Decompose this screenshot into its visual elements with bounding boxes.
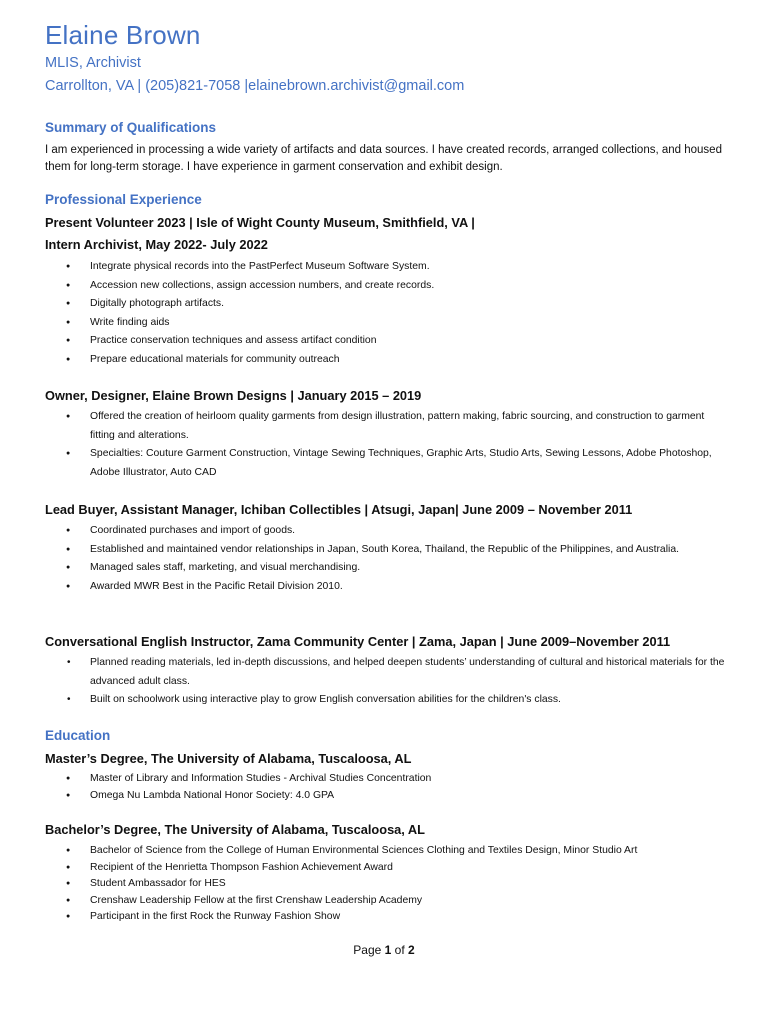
list-item: ● Student Ambassador for HES xyxy=(45,876,725,893)
job-title-secondary: Intern Archivist, May 2022- July 2022 xyxy=(45,237,268,252)
degree-bullets xyxy=(45,771,725,804)
candidate-name: Elaine Brown xyxy=(45,20,201,50)
page-label: Page xyxy=(353,943,385,957)
list-item: ● Write finding aids xyxy=(45,314,725,333)
summary-text: I am experienced in processing a wide variety of artifacts and data sources. I have created records, arranged collections, and housed them for long-term storage. I have experience in garment conservation and exhibit design. xyxy=(45,144,722,173)
page-number xyxy=(0,943,768,957)
degree-title: Bachelor’s Degree, The University of Alabama, Tuscaloosa, AL xyxy=(45,822,425,837)
job-bullets xyxy=(45,522,725,596)
list-item: ● Managed sales staff, marketing, and visual merchandising. xyxy=(45,559,725,578)
job-bullets xyxy=(45,258,725,370)
candidate-title: MLIS, Archivist xyxy=(45,55,141,71)
degree-title: Master’s Degree, The University of Alabama, Tuscaloosa, AL xyxy=(45,751,412,766)
list-item: ● Participant in the first Rock the Runway Fashion Show xyxy=(45,909,725,926)
job-title: Present Volunteer 2023 | Isle of Wight County Museum, Smithfield, VA | xyxy=(45,215,475,230)
list-item: ● Bachelor of Science from the College of Human Environmental Sciences Clothing and Textiles Design, Minor Studio Art xyxy=(45,843,725,860)
list-item: ● Master of Library and Information Studies - Archival Studies Concentration xyxy=(45,771,725,788)
education-heading: Education xyxy=(45,728,111,743)
list-item: ● Awarded MWR Best in the Pacific Retail Division 2010. xyxy=(45,578,725,597)
list-item: ● Integrate physical records into the PastPerfect Museum Software System. xyxy=(45,258,725,277)
list-item: ● Crenshaw Leadership Fellow at the first Crenshaw Leadership Academy xyxy=(45,893,725,910)
list-item: ● Established and maintained vendor relationships in Japan, South Korea, Thailand, the Republic of the Philippines, and Australia. xyxy=(45,541,725,560)
job-bullets xyxy=(45,654,725,710)
job-title: Owner, Designer, Elaine Brown Designs | January 2015 – 2019 xyxy=(45,388,422,403)
list-item: ● Omega Nu Lambda National Honor Society: 4.0 GPA xyxy=(45,788,725,805)
list-item: ● Coordinated purchases and import of goods. xyxy=(45,522,725,541)
list-item: ● Accession new collections, assign accession numbers, and create records. xyxy=(45,277,725,296)
degree-bullets xyxy=(45,843,725,926)
list-item: • Planned reading materials, led in-depth discussions, and helped deepen students’ understanding of cultural and historical materials for the advanced adult class. xyxy=(45,654,725,691)
list-item: ● Practice conservation techniques and assess artifact condition xyxy=(45,332,725,351)
list-item: ● Prepare educational materials for community outreach xyxy=(45,351,725,370)
list-item: ● Digitally photograph artifacts. xyxy=(45,295,725,314)
page-separator: of xyxy=(391,943,409,957)
list-item: ● Offered the creation of heirloom quality garments from design illustration, pattern making, fabric sourcing, and construction to garment fitting and alterations. xyxy=(45,408,725,445)
job-bullets xyxy=(45,408,725,482)
current-page: 1 xyxy=(384,943,392,957)
experience-heading: Professional Experience xyxy=(45,192,202,207)
total-pages: 2 xyxy=(408,943,415,957)
job-title: Lead Buyer, Assistant Manager, Ichiban Collectibles | Atsugi, Japan| June 2009 – November 2011 xyxy=(45,502,633,517)
job-title: Conversational English Instructor, Zama Community Center | Zama, Japan | June 2009–November 2011 xyxy=(45,634,671,649)
summary-heading: Summary of Qualifications xyxy=(45,120,217,135)
list-item: ● Specialties: Couture Garment Construction, Vintage Sewing Techniques, Graphic Arts, Studio Arts, Sewing Lessons, Adobe Photoshop, Adobe Illustrator, Auto CAD xyxy=(45,445,725,482)
contact-line: Carrollton, VA | (205)821-7058 |elainebrown.archivist@gmail.com xyxy=(45,78,465,94)
list-item: ● Recipient of the Henrietta Thompson Fashion Achievement Award xyxy=(45,860,725,877)
list-item: • Built on schoolwork using interactive play to grow English conversation abilities for the children's class. xyxy=(45,691,725,710)
